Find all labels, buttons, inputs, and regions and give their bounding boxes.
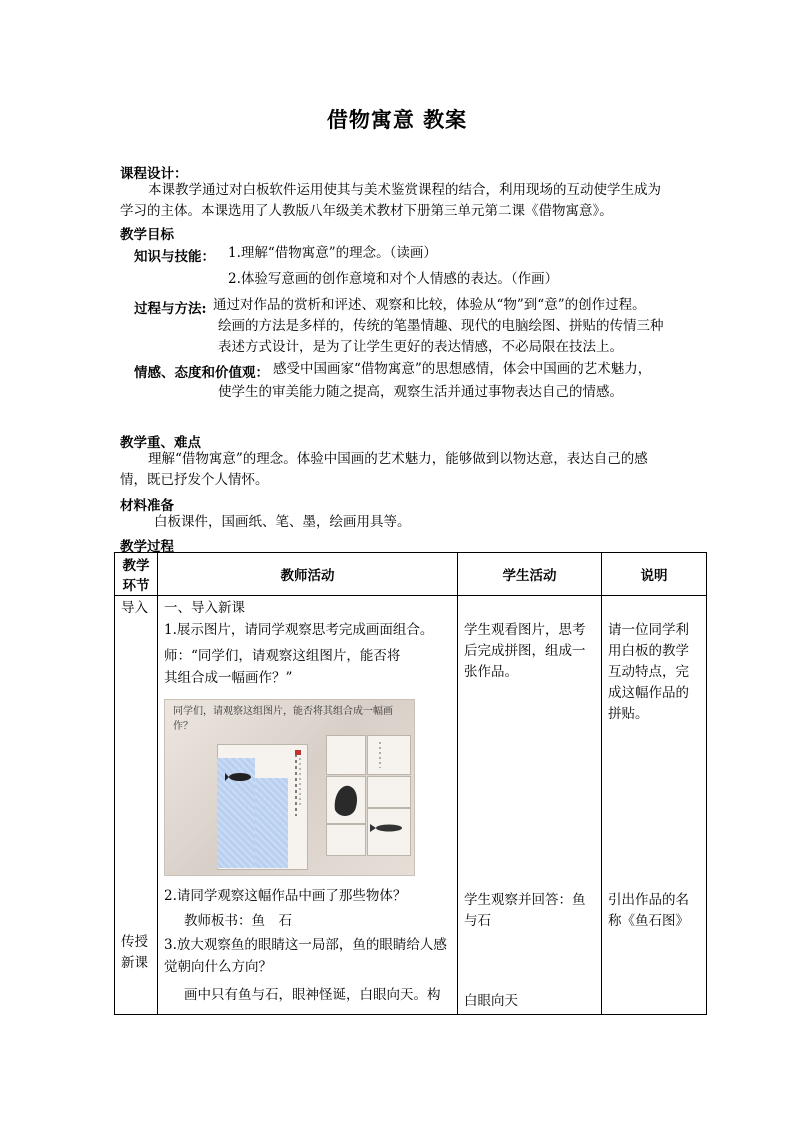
fish-ink-icon: [225, 770, 255, 784]
table-row: [115, 596, 707, 1015]
puzzle-piece-4: [367, 776, 411, 808]
header-stage-line-1: 教学: [122, 558, 150, 574]
puzzle-piece-1: [326, 735, 366, 775]
knowledge-item-2: 2.体验写意画的创作意境和对个人情感的表达。（作画）: [228, 271, 559, 287]
teacher-line-5: 2.请同学观察这幅作品中画了那些物体？: [164, 888, 407, 904]
emotion-line-1: 感受中国画家“借物寓意”的思想感情，体会中国画的艺术魅力，: [273, 361, 652, 377]
materials-heading: 材料准备: [120, 498, 174, 514]
note-line-5: 拼贴。: [608, 706, 649, 722]
header-stage-line-2: 环节: [122, 578, 150, 594]
key-points-heading: 教学重、难点: [120, 435, 201, 451]
page-title: 借物寓意 教案: [326, 107, 468, 132]
teacher-cell: [158, 596, 458, 1015]
stage-intro: 导入: [121, 600, 148, 616]
note-line-1: 请一位同学利: [608, 622, 689, 638]
calligraphy-inscription: [293, 750, 303, 820]
student-line-3: 张作品。: [464, 664, 518, 680]
teacher-line-3: 师：“同学们，请观察这组图片，能否将: [164, 648, 401, 664]
emotion-label: 情感、态度和价值观：: [134, 365, 269, 381]
teacher-line-6: 教师板书：鱼 石: [184, 913, 292, 929]
process-line-1: 通过对作品的赏析和评述、观察和比较，体验从“物”到“意”的创作过程。: [213, 297, 646, 313]
goals-heading: 教学目标: [120, 227, 174, 243]
student-cell: [458, 596, 602, 1015]
key-points-line-2: 情，既已抒发个人情怀。: [120, 472, 269, 488]
teacher-line-2: 1.展示图片，请同学观察思考完成画面组合。: [164, 622, 434, 638]
note-line-4: 成这幅作品的: [608, 685, 689, 701]
knowledge-item-1: 1.理解“借物寓意”的理念。（读画）: [228, 245, 437, 261]
lesson-table: [114, 552, 707, 1015]
design-line-2: 学习的主体。本课选用了人教版八年级美术教材下册第三单元第二课《借物寓意》。: [120, 203, 613, 219]
rock-ink-icon: [331, 780, 361, 820]
key-points-line-1: 理解“借物寓意”的理念。体验中国画的艺术魅力，能够做到以物达意，表达自己的感: [148, 451, 648, 467]
teacher-line-4: 其组合成一幅画作？”: [164, 670, 293, 686]
teacher-line-8: 觉朝向什么方向？: [164, 959, 272, 975]
student-line-4: 学生观察并回答：鱼: [464, 892, 586, 908]
note-line-7: 称《鱼石图》: [608, 913, 689, 929]
stage-cell: [115, 596, 158, 1015]
blank-blue-area-2: [255, 778, 288, 868]
table-header-row: [115, 553, 707, 596]
stage-teach-line-1: 传授: [121, 934, 148, 950]
puzzle-piece-2: [367, 735, 411, 775]
student-line-2: 后完成拼图，组成一: [464, 643, 586, 659]
design-heading: 课程设计：: [120, 166, 188, 182]
photo-caption: 同学们，请观察这组图片，能否将其组合成一幅画作？: [173, 706, 393, 732]
note-line-6: 引出作品的名: [608, 892, 689, 908]
note-cell: [602, 596, 707, 1015]
header-teacher: 教师活动: [158, 553, 458, 596]
teacher-line-9: 画中只有鱼与石，眼神怪诞，白眼向天。构: [184, 987, 441, 1003]
fish-ink-icon-2: [369, 822, 407, 834]
teacher-line-1: 一、导入新课: [164, 600, 245, 616]
puzzle-piece-5: [326, 824, 366, 856]
stage-teach-line-2: 新课: [121, 955, 148, 971]
note-line-2: 用白板的教学: [608, 643, 689, 659]
process-line-3: 表述方式设计，是为了让学生更好的表达情感，不必局限在技法上。: [218, 339, 623, 355]
inscription-small: [375, 740, 385, 770]
materials-line-1: 白板课件，国画纸、笔、墨，绘画用具等。: [154, 514, 411, 530]
student-line-6: 白眼向天: [464, 993, 518, 1009]
process-label: 过程与方法:: [134, 301, 207, 317]
emotion-line-2: 使学生的审美能力随之提高，观察生活并通过事物表达自己的情感。: [218, 384, 623, 400]
process-line-2: 绘画的方法是多样的，传统的笔墨情趣、现代的电脑绘图、拼贴的传情三种: [218, 318, 664, 334]
knowledge-label: 知识与技能：: [134, 249, 215, 265]
puzzle-screenshot-image: [164, 699, 415, 876]
student-line-5: 与石: [464, 913, 491, 929]
student-line-1: 学生观看图片，思考: [464, 622, 586, 638]
header-student: 学生活动: [458, 553, 602, 596]
design-line-1: 本课教学通过对白板软件运用使其与美术鉴赏课程的结合，利用现场的互动使学生成为: [148, 182, 661, 198]
note-line-3: 互动特点，完: [608, 664, 689, 680]
teacher-line-7: 3.放大观察鱼的眼睛这一局部，鱼的眼睛给人感: [164, 937, 447, 953]
header-stage: [115, 553, 158, 596]
header-note: 说明: [602, 553, 707, 596]
process-heading: 教学过程: [120, 539, 174, 555]
